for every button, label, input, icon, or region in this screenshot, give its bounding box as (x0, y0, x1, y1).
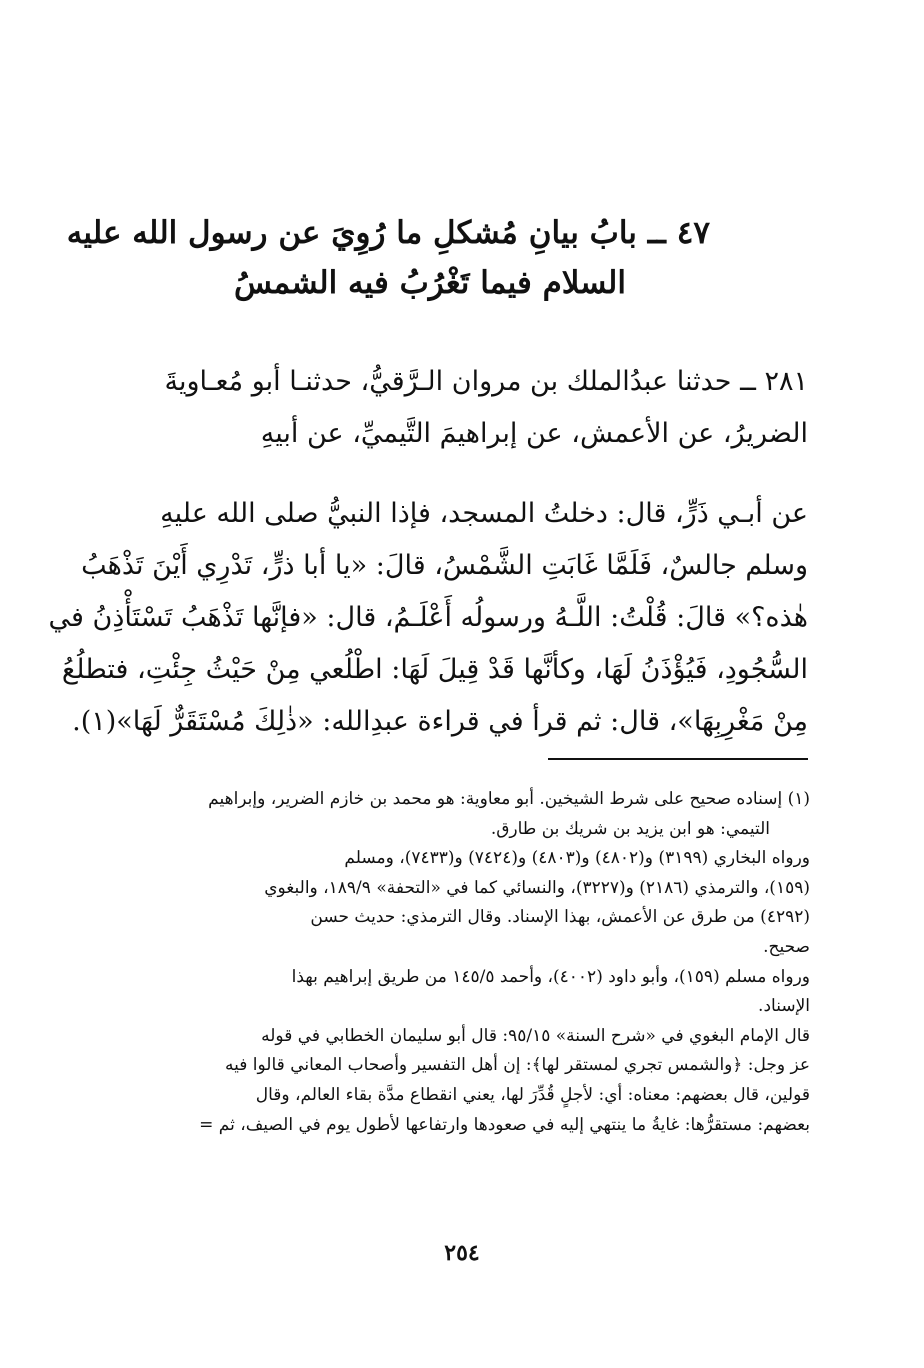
footnote-line: ورواه مسلم (١٥٩)، وأبو داود (٤٠٠٢)، وأحمد ١٤٥/٥ من طريق إبراهيم بهذا (291, 966, 810, 987)
matn-line: هٰذه؟» قالَ: قُلْتُ: اللَّـهُ ورسولُه أَعْلَـمُ، قال: «فإنَّها تَذْهَبُ تَسْتَأْذِنُ في (48, 602, 808, 633)
matn-line: مِنْ مَغْرِبِهَا»، قال: ثم قرأ في قراءة عبدِالله: «ذٰلِكَ مُسْتَقَرٌّ لَهَا»(١). (72, 706, 808, 737)
isnad-line: ٢٨١ ــ حدثنا عبدُالملك بن مروان الـرَّقيُّ، حدثنـا أبو مُعـاويةَ (164, 366, 808, 397)
footnote-line: قولين، قال بعضهم: معناه: أي: لأجلٍ قُدِّرَ لها، يعني انقطاع مدَّة بقاء العالم، وقال (255, 1084, 810, 1105)
matn-line: السُّجُودِ، فَيُؤْذَنُ لَهَا، وكأنَّها قَدْ قِيلَ لَهَا: اطْلُعي مِنْ حَيْثُ جِئْتِ، فتطلُعُ (61, 654, 808, 685)
chapter-title-line: السلام فيما تَغْرُبُ فيه الشمسُ (234, 265, 626, 301)
footnote-line: (١٥٩)، والترمذي (٢١٨٦) و(٣٢٢٧)، والنسائي كما في «التحفة» ١٨٩/٩، والبغوي (264, 877, 810, 898)
matn-line: وسلم جالسٌ، فَلَمَّا غَابَتِ الشَّمْسُ، قالَ: «يا أبا ذرٍّ، تَدْرِي أَيْنَ تَذْهَبُ (81, 550, 808, 581)
chapter-title (66, 208, 710, 308)
footnote-line: صحيح. (763, 936, 810, 957)
hadith-matn (48, 488, 808, 748)
footnote-line: بعضهم: مستقرُّها: غايةُ ما ينتهي إليه في صعودها وارتفاعها لأطول يوم في الصيف، ثم = (199, 1114, 810, 1135)
footnotes (108, 785, 810, 1140)
isnad-line: الضريرُ، عن الأعمش، عن إبراهيمَ التَّيميِّ، عن أبيهِ (260, 418, 808, 449)
footnote-separator (548, 758, 808, 760)
footnote-line: قال الإمام البغوي في «شرح السنة» ٩٥/١٥: قال أبو سليمان الخطابي في قوله (261, 1025, 810, 1046)
footnote-line: (٤٢٩٢) من طرق عن الأعمش، بهذا الإسناد. وقال الترمذي: حديث حسن (310, 907, 810, 928)
footnote-line: (١) إسناده صحيح على شرط الشيخين. أبو معاوية: هو محمد بن خازم الضرير، وإبراهيم (208, 789, 810, 809)
footnote-line: عز وجل: ﴿والشمس تجري لمستقر لها﴾: إن أهل التفسير وأصحاب المعاني قالوا فيه (225, 1055, 810, 1076)
hadith-isnad (108, 356, 808, 460)
chapter-title-line: ٤٧ ــ بابُ بيانِ مُشكلِ ما رُوِيَ عن رسول الله عليه (66, 215, 710, 251)
footnote-line: التيمي: هو ابن يزيد بن شريك بن طارق. (490, 818, 770, 839)
matn-line: عن أبـي ذَرٍّ، قال: دخلتُ المسجد، فإذا النبيُّ صلى الله عليهِ (160, 498, 808, 529)
footnote-line: ورواه البخاري (٣١٩٩) و(٤٨٠٢) و(٤٨٠٣) و(٧٤٢٤) و(٧٤٣٣)، ومسلم (344, 848, 810, 869)
footnote-line: الإسناد. (758, 996, 810, 1017)
page-number: ٢٥٤ (444, 1240, 480, 1266)
